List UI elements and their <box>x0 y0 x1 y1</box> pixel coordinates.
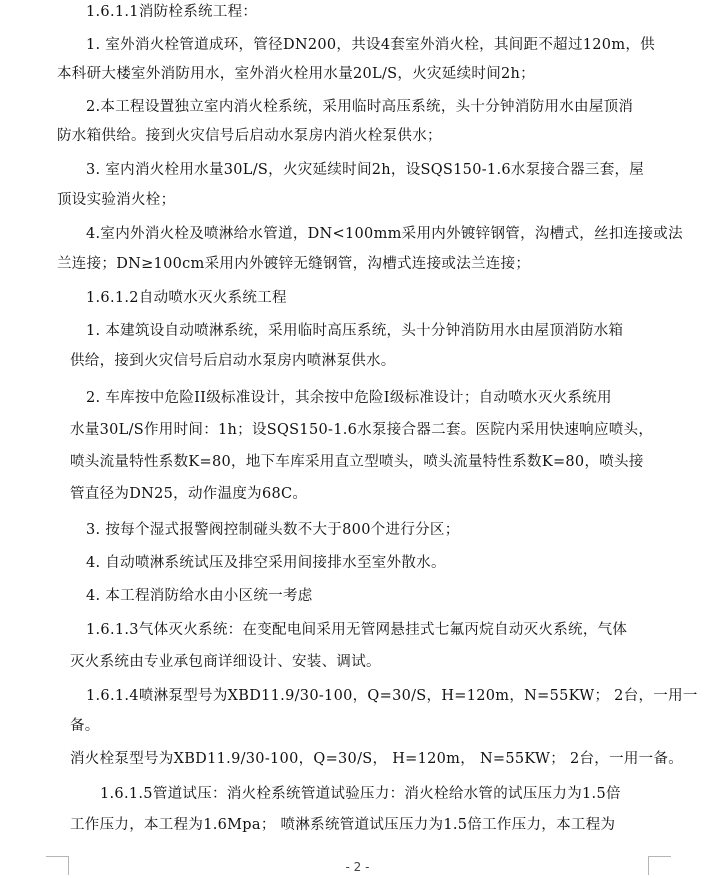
paragraph-line: 2.本工程设置独立室内消火栓系统，采用临时高压系统，头十分钟消防用水由屋顶消 <box>86 99 634 115</box>
paragraph-line: 喷头流量特性系数K=80，地下车库采用直立型喷头，喷头流量特性系数K=80，喷头接 <box>70 454 644 470</box>
paragraph-line: 4.室内外消火栓及喷淋给水管道，DN<100mm采用内外镀锌钢管，沟槽式，丝扣连接或法 <box>86 226 683 242</box>
paragraph-line: 3. 按每个湿式报警阀控制碰头数不大于800个进行分区； <box>86 522 460 538</box>
paragraph-line: 顶设实验消火栓； <box>57 192 176 208</box>
page-number: - 2 - <box>345 860 370 874</box>
paragraph-line: 水量30L/S作用时间：1h；设SQS150-1.6水泵接合器二套。医院内采用快速响应喷头， <box>70 422 654 438</box>
paragraph-line: 4. 自动喷淋系统试压及排空采用间接排水至室外散水。 <box>86 555 446 571</box>
paragraph-line: 工作压力，本工程为1.6Mpa； 喷淋系统管道试压压力为1.5倍工作压力，本工程为 <box>70 817 616 833</box>
paragraph-line: 1. 室外消火栓管道成环，管径DN200，共设4套室外消火栓，其间距不超过120m，供 <box>86 37 655 53</box>
paragraph-line: 管直径为DN25，动作温度为68C。 <box>70 486 308 502</box>
paragraph-line: 本科研大楼室外消防用水，室外消火栓用水量20L/S，火灾延续时间2h； <box>57 66 535 82</box>
heading-1-6-1-1: 1.6.1.1消防栓系统工程： <box>86 4 258 20</box>
paragraph-line: 消火栓泵型号为XBD11.9/30-100，Q=30/S， H=120m， N=55KW； 2台，一用一备。 <box>70 751 684 767</box>
paragraph-line: 兰连接；DN≥100cm采用内外镀锌无缝钢管，沟槽式连接或法兰连接； <box>57 256 531 272</box>
paragraph-line: 4. 本工程消防给水由小区统一考虑 <box>86 588 313 604</box>
paragraph-line: 灭火系统由专业承包商详细设计、安装、调试。 <box>70 654 381 670</box>
paragraph-line: 备。 <box>70 718 100 734</box>
paragraph-line: 3. 室内消火栓用水量30L/S，火灾延续时间2h，设SQS150-1.6水泵接合器三套，屋 <box>86 162 645 178</box>
heading-1-6-1-5: 1.6.1.5管道试压：消火栓系统管道试验压力：消火栓给水管的试压压力为1.5倍 <box>100 786 621 802</box>
heading-1-6-1-3: 1.6.1.3气体灭火系统：在变配电间采用无管网悬挂式七氟丙烷自动灭火系统，气体 <box>86 622 628 638</box>
paragraph-line: 供给，接到火灾信号后启动水泵房内喷淋泵供水。 <box>70 353 396 369</box>
paragraph-line: 2. 车库按中危险II级标准设计，其余按中危险I级标准设计；自动喷水灭火系统用 <box>86 390 612 406</box>
heading-1-6-1-4: 1.6.1.4喷淋泵型号为XBD11.9/30-100，Q=30/S，H=120m，N=55KW； 2台，一用一 <box>86 688 698 704</box>
paragraph-line: 防水箱供给。接到火灾信号后启动水泵房内消火栓泵供水； <box>57 128 442 144</box>
paragraph-line: 1. 本建筑设自动喷淋系统，采用临时高压系统，头十分钟消防用水由屋顶消防水箱 <box>86 323 624 339</box>
heading-1-6-1-2: 1.6.1.2自动喷水灭火系统工程 <box>86 290 287 306</box>
